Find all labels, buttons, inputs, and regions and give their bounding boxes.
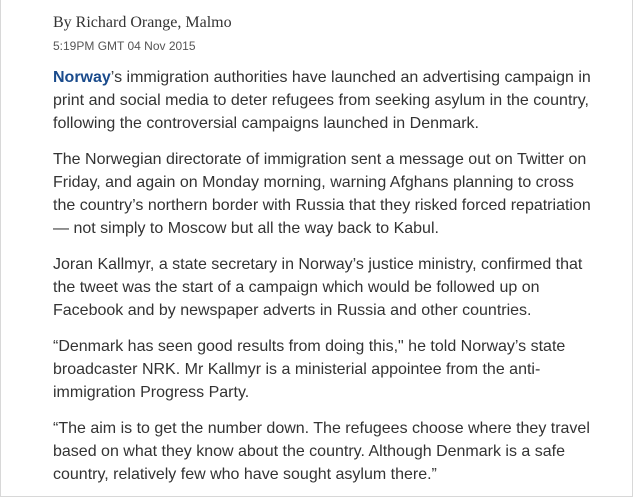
paragraph-line: — not simply to Moscow but all the way back to Kabul.: [53, 220, 439, 237]
body-paragraph: [53, 335, 623, 404]
paragraph-line: following the controversial campaigns launched in Denmark.: [53, 115, 479, 132]
paragraph-line: country, relatively few who have sought asylum there.”: [53, 466, 437, 483]
lead-paragraph: [53, 66, 623, 135]
paragraph-line: immigration Progress Party.: [53, 384, 250, 401]
article-byline: By Richard Orange, Malmo: [53, 14, 232, 31]
norway-topic-link[interactable]: Norway: [53, 69, 111, 86]
paragraph-line: based on what they know about the country. Although Denmark is a safe: [53, 443, 566, 460]
body-paragraph: [53, 417, 623, 486]
paragraph-line: The Norwegian directorate of immigration sent a message out on Twitter on: [53, 151, 587, 168]
paragraph-line: Facebook and by newspaper adverts in Russia and other countries.: [53, 302, 532, 319]
paragraph-line: print and social media to deter refugees from seeking asylum in the country,: [53, 92, 589, 109]
article-timestamp: 5:19PM GMT 04 Nov 2015: [53, 39, 196, 53]
paragraph-line: the tweet was the start of a campaign which would be followed up on: [53, 279, 540, 296]
paragraph-line: Friday, and again on Monday morning, warning Afghans planning to cross: [53, 174, 574, 191]
lead-line-1-text: ’s immigration authorities have launched an advertising campaign in: [110, 69, 591, 86]
body-paragraph: [53, 253, 623, 322]
paragraph-line: “The aim is to get the number down. The refugees choose where they travel: [53, 420, 590, 437]
body-paragraph: [53, 148, 623, 240]
paragraph-line: the country’s northern border with Russia that they risked forced repatriation: [53, 197, 591, 214]
paragraph-line: Joran Kallmyr, a state secretary in Norway’s justice ministry, confirmed that: [53, 256, 583, 273]
paragraph-line: [53, 66, 623, 89]
paragraph-line: “Denmark has seen good results from doing this," he told Norway’s state: [53, 338, 566, 355]
article-body: [53, 66, 623, 499]
paragraph-line: broadcaster NRK. Mr Kallmyr is a ministerial appointee from the anti-: [53, 361, 541, 378]
